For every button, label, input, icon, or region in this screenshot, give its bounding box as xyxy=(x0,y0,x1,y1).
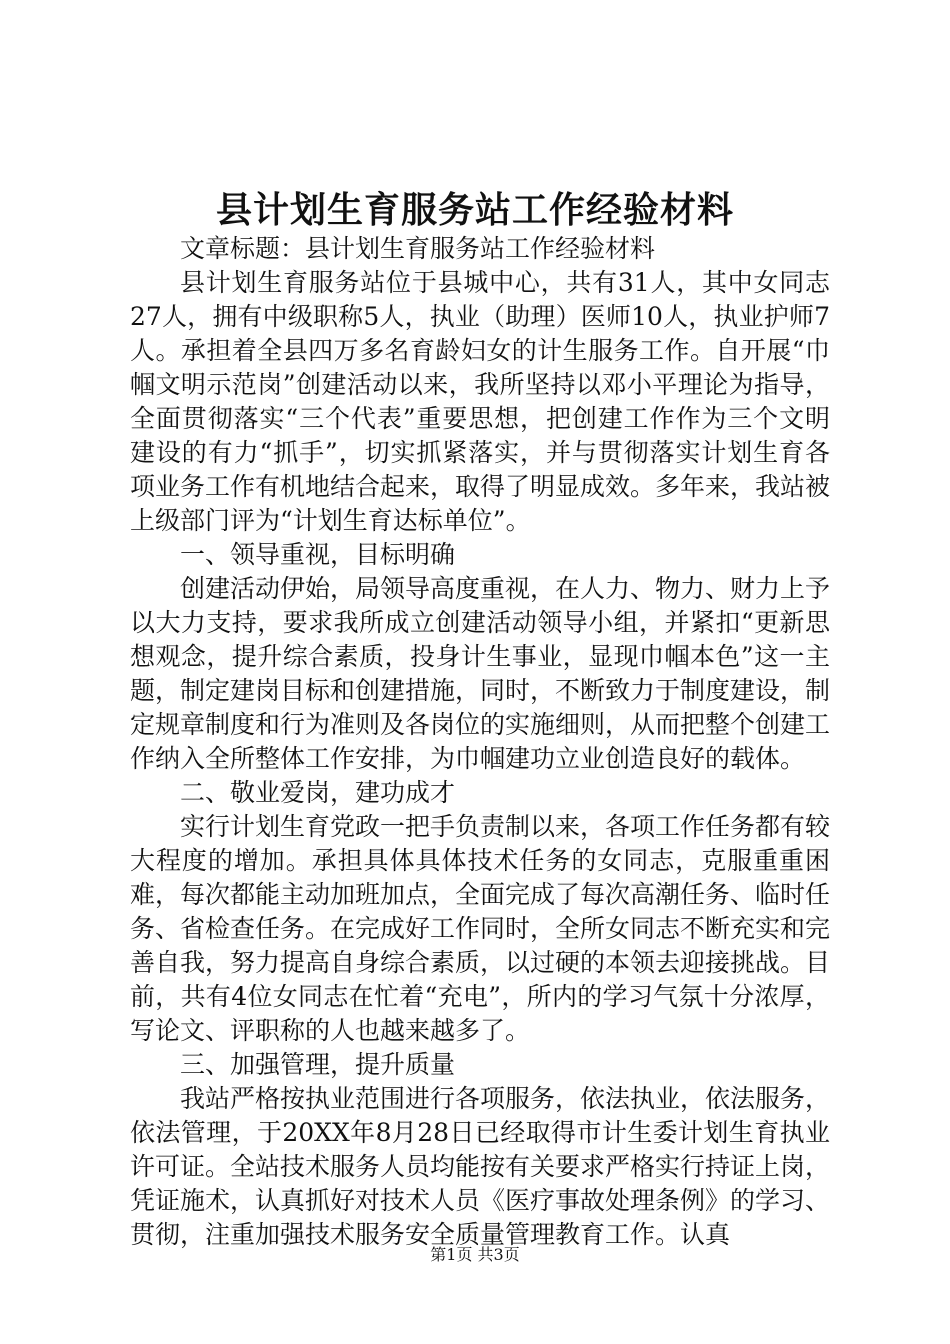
page-footer: 第1页 共3页 xyxy=(430,1245,520,1264)
paragraph-section-1: 创建活动伊始，局领导高度重视，在人力、物力、财力上予以大力支持，要求我所成立创建活动领导小组，并紧扣“更新思想观念，提升综合素质，投身计生事业，显现巾帼本色”这一主题，制定建岗目标和创建措施，同时，不断致力于制度建设，制定规章制度和行为准则及各岗位的实施细则，从而把整个创建工作纳入全所整体工作安排，为巾帼建功立业创造良好的载体。 xyxy=(130,574,831,773)
paragraph-section-3: 我站严格按执业范围进行各项服务，依法执业，依法服务，依法管理，于20XX年8月28日已经取得市计生委计划生育执业许可证。全站技术服务人员均能按有关要求严格实行持证上岗，凭证施术，认真抓好对技术人员《医疗事故处理条例》的学习、贯彻，注重加强技术服务安全质量管理教育工作。认真 xyxy=(130,1084,831,1249)
document-page xyxy=(130,0,830,1344)
section-heading-3: 三、加强管理，提升质量 xyxy=(180,1050,456,1079)
document-title: 县计划生育服务站工作经验材料 xyxy=(215,189,734,231)
document-body xyxy=(130,232,830,1252)
section-heading-2: 二、敬业爱岗，建功成才 xyxy=(180,778,456,807)
section-heading-1: 一、领导重视，目标明确 xyxy=(180,540,456,569)
article-title-line: 文章标题：县计划生育服务站工作经验材料 xyxy=(180,234,656,263)
paragraph-intro: 县计划生育服务站位于县城中心，共有31人，其中女同志27人，拥有中级职称5人，执业（助理）医师10人，执业护师7人。承担着全县四万多名育龄妇女的计生服务工作。自开展“巾帼文明示范岗”创建活动以来，我所坚持以邓小平理论为指导，全面贯彻落实“三个代表”重要思想，把创建工作作为三个文明建设的有力“抓手”，切实抓紧落实，并与贯彻落实计划生育各项业务工作有机地结合起来，取得了明显成效。多年来，我站被上级部门评为“计划生育达标单位”。 xyxy=(130,268,831,535)
paragraph-section-2: 实行计划生育党政一把手负责制以来，各项工作任务都有较大程度的增加。承担具体具体技术任务的女同志，克服重重困难，每次都能主动加班加点，全面完成了每次高潮任务、临时任务、省检查任务。在完成好工作同时，全所女同志不断充实和完善自我，努力提高自身综合素质，以过硬的本领去迎接挑战。目前，共有4位女同志在忙着“充电”，所内的学习气氛十分浓厚，写论文、评职称的人也越来越多了。 xyxy=(130,812,831,1045)
